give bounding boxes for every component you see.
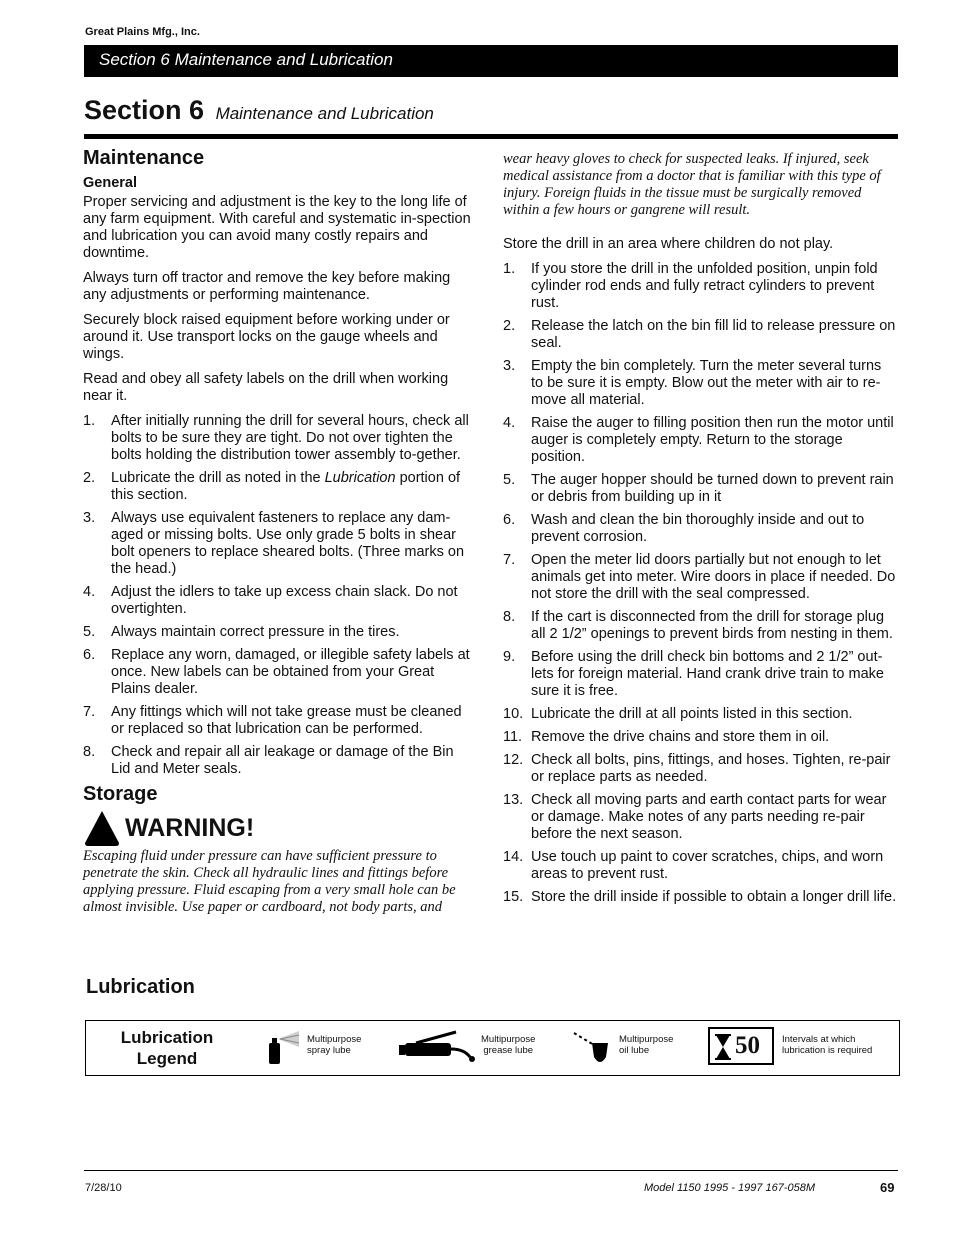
warning-icon bbox=[83, 809, 121, 847]
legend-text: Multipurpose bbox=[481, 1034, 536, 1045]
legend-text: Multipurpose bbox=[307, 1034, 362, 1045]
left-column bbox=[83, 147, 473, 916]
step-number: 6. bbox=[503, 512, 516, 528]
storage-intro: Store the drill in an area where children do not play. bbox=[503, 236, 834, 252]
step-number: 8. bbox=[503, 609, 516, 625]
step-number: 7. bbox=[83, 704, 96, 720]
section-subtitle: Maintenance and Lubrication bbox=[215, 104, 434, 123]
step-number: 5. bbox=[503, 472, 516, 488]
list-item bbox=[503, 706, 897, 723]
step-text: After initially running the drill for several hours, check all bolts to be sure they are tight. Do not over tighten the bolts holding the distribution tower assembly to-gether. bbox=[111, 413, 469, 463]
interval-box bbox=[708, 1027, 774, 1065]
interval-label bbox=[782, 1034, 872, 1056]
legend-label-line: Lubrication bbox=[120, 1028, 214, 1047]
oil-can-icon bbox=[572, 1027, 612, 1067]
banner-text: Section 6 Maintenance and Lubrication bbox=[99, 50, 393, 69]
step-number: 7. bbox=[503, 552, 516, 568]
warning-text-continued: wear heavy gloves to check for suspected leaks. If injured, seek medical assistance from a doctor that is familiar with this type of injury. Foreign fluids in the tissue must be surgically removed within a few hours or gangrene will result. bbox=[503, 151, 881, 218]
step-number: 3. bbox=[83, 510, 96, 526]
lubrication-reference: Lubrication bbox=[324, 470, 396, 486]
legend-label bbox=[96, 1027, 238, 1069]
step-text: Lubricate the drill as noted in the bbox=[111, 470, 325, 486]
footer-date: 7/28/10 bbox=[85, 1182, 122, 1194]
step-text: Check all moving parts and earth contact parts for wear or damage. Make notes of any parts needing re-pair before the next season. bbox=[531, 792, 887, 842]
step-text: Any fittings which will not take grease must be cleaned or replaced so that lubrication can be performed. bbox=[111, 704, 462, 737]
warning-title: WARNING! bbox=[125, 813, 255, 842]
step-text: Raise the auger to filling position then run the motor until auger is completely empty. Return to the storage position. bbox=[531, 415, 894, 465]
spray-can-icon bbox=[266, 1029, 302, 1065]
step-text: Always maintain correct pressure in the tires. bbox=[111, 624, 400, 640]
step-number: 4. bbox=[83, 584, 96, 600]
step-number: 4. bbox=[503, 415, 516, 431]
list-item bbox=[503, 552, 897, 603]
step-text: Remove the drive chains and store them in oil. bbox=[531, 729, 830, 745]
list-item bbox=[503, 318, 897, 352]
step-number: 15. bbox=[503, 889, 524, 905]
legend-text: grease lube bbox=[483, 1045, 534, 1056]
step-text: portion of this section. bbox=[111, 470, 461, 503]
list-item bbox=[83, 584, 473, 618]
list-item bbox=[503, 849, 897, 883]
spray-lube-label bbox=[307, 1034, 361, 1056]
step-number: 13. bbox=[503, 792, 524, 808]
hourglass-icon bbox=[715, 1034, 731, 1060]
step-number: 14. bbox=[503, 849, 524, 865]
step-text: Before using the drill check bin bottoms and 2 1/2” out-lets for foreign material. Hand crank drive train to make sure it is free. bbox=[531, 649, 884, 699]
list-item bbox=[503, 609, 897, 643]
list-item bbox=[83, 624, 473, 641]
lubrication-heading: Lubrication bbox=[86, 976, 195, 998]
step-text: Replace any worn, damaged, or illegible safety labels at once. New labels can be obtained from your Great Plains dealer. bbox=[111, 647, 470, 697]
list-item bbox=[503, 752, 897, 786]
maintenance-heading: Maintenance bbox=[83, 147, 205, 169]
paragraph: Securely block raised equipment before working under or around it. Use transport locks on the gauge wheels and wings. bbox=[83, 312, 450, 362]
step-text: Adjust the idlers to take up excess chain slack. Do not overtighten. bbox=[111, 584, 458, 617]
step-number: 1. bbox=[503, 261, 516, 277]
list-item bbox=[503, 512, 897, 546]
list-item bbox=[503, 472, 897, 506]
step-number: 11. bbox=[503, 729, 523, 745]
oil-lube-label bbox=[619, 1034, 673, 1056]
list-item bbox=[83, 470, 473, 504]
step-number: 1. bbox=[83, 413, 96, 429]
step-number: 3. bbox=[503, 358, 516, 374]
list-item bbox=[503, 649, 897, 700]
list-item bbox=[503, 261, 897, 312]
legend-text: oil lube bbox=[619, 1045, 650, 1056]
title-rule bbox=[84, 134, 898, 139]
company-name: Great Plains Mfg., Inc. bbox=[85, 26, 200, 38]
step-text: If you store the drill in the unfolded position, unpin fold cylinder rod ends and fully retract cylinders to prevent rust. bbox=[531, 261, 878, 311]
paragraph: Always turn off tractor and remove the key before making any adjustments or performing maintenance. bbox=[83, 270, 451, 303]
step-text: Lubricate the drill at all points listed in this section. bbox=[531, 706, 853, 722]
step-number: 8. bbox=[83, 744, 96, 760]
storage-heading: Storage bbox=[83, 783, 158, 805]
paragraph: Read and obey all safety labels on the drill when working near it. bbox=[83, 371, 449, 404]
step-text: Wash and clean the bin thoroughly inside and out to prevent corrosion. bbox=[531, 512, 865, 545]
list-item bbox=[503, 729, 897, 746]
footer-model: Model 1150 1995 - 1997 167-058M bbox=[644, 1182, 816, 1194]
warning-header bbox=[83, 809, 473, 847]
general-heading: General bbox=[83, 175, 137, 191]
list-item bbox=[503, 358, 897, 409]
storage-steps bbox=[503, 261, 897, 906]
list-item bbox=[83, 744, 473, 778]
interval-number: 50 bbox=[735, 1032, 760, 1059]
step-text: Open the meter lid doors partially but not enough to let animals get into meter. Wire doors in place if needed. Do not store the drill with the seal compressed. bbox=[531, 552, 896, 602]
list-item bbox=[503, 415, 897, 466]
page-title bbox=[84, 95, 434, 126]
step-text: If the cart is disconnected from the drill for storage plug all 2 1/2” openings to prevent birds from nesting in them. bbox=[531, 609, 893, 642]
step-number: 2. bbox=[83, 470, 96, 486]
maintenance-steps bbox=[83, 413, 473, 778]
step-number: 12. bbox=[503, 752, 524, 768]
lubrication-legend bbox=[85, 1020, 900, 1076]
step-number: 6. bbox=[83, 647, 96, 663]
step-text: The auger hopper should be turned down to prevent rain or debris from building up in it bbox=[531, 472, 894, 505]
right-column bbox=[503, 151, 897, 912]
page-number: 69 bbox=[880, 1180, 895, 1195]
step-text: Empty the bin completely. Turn the meter several turns to be sure it is empty. Blow out the meter with air to re-move all material. bbox=[531, 358, 882, 408]
legend-label-line: Legend bbox=[136, 1049, 198, 1068]
legend-text: lubrication is required bbox=[782, 1045, 873, 1056]
step-text: Check all bolts, pins, fittings, and hoses. Tighten, re-pair or replace parts as needed. bbox=[531, 752, 891, 785]
section-banner bbox=[84, 45, 898, 77]
list-item bbox=[83, 413, 473, 464]
grease-gun-icon bbox=[396, 1029, 482, 1065]
step-number: 2. bbox=[503, 318, 516, 334]
list-item bbox=[503, 792, 897, 843]
list-item bbox=[83, 647, 473, 698]
list-item bbox=[83, 704, 473, 738]
step-text: Check and repair all air leakage or damage of the Bin Lid and Meter seals. bbox=[111, 744, 454, 777]
step-number: 10. bbox=[503, 706, 524, 722]
step-number: 5. bbox=[83, 624, 96, 640]
paragraph: Proper servicing and adjustment is the key to the long life of any farm equipment. With careful and systematic in-spection and lubrication you can avoid many costly repairs and downtime. bbox=[83, 194, 471, 261]
list-item bbox=[503, 889, 897, 906]
legend-text: spray lube bbox=[307, 1045, 351, 1056]
step-text: Use touch up paint to cover scratches, chips, and worn areas to prevent rust. bbox=[531, 849, 884, 882]
warning-text: Escaping fluid under pressure can have sufficient pressure to penetrate the skin. Check all hydraulic lines and fittings before applying pressure. Fluid escaping from a very small hole can be almost invisible. Use paper or cardboard, not body parts, and bbox=[83, 848, 456, 915]
legend-text: Multipurpose bbox=[619, 1034, 674, 1045]
list-item bbox=[83, 510, 473, 578]
section-number: Section 6 bbox=[84, 95, 205, 125]
legend-text: Intervals at which bbox=[782, 1034, 856, 1045]
footer-rule bbox=[84, 1170, 898, 1171]
step-text: Store the drill inside if possible to obtain a longer drill life. bbox=[531, 889, 897, 905]
step-text: Always use equivalent fasteners to replace any dam-aged or missing bolts. Use only grade 5 bolts in shear bolt openers to replace sheared bolts. (Three marks on the head.) bbox=[111, 510, 465, 577]
step-text: Release the latch on the bin fill lid to release pressure on seal. bbox=[531, 318, 896, 351]
step-number: 9. bbox=[503, 649, 516, 665]
grease-lube-label bbox=[481, 1034, 535, 1056]
